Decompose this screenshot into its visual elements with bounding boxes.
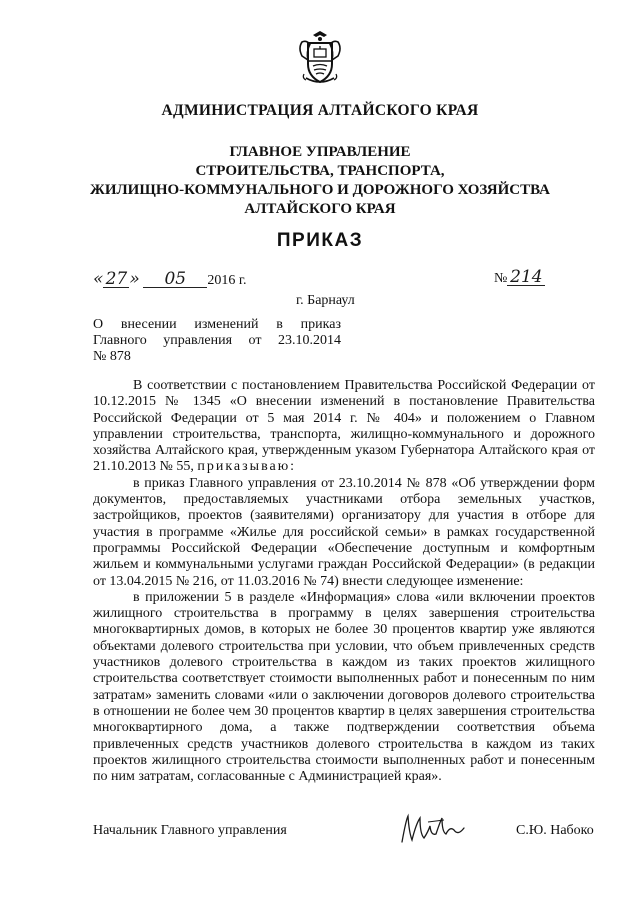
- order-verb: приказываю:: [197, 459, 297, 475]
- order-body: [93, 378, 595, 785]
- department-line: СТРОИТЕЛЬСТВА, ТРАНСПОРТА,: [195, 163, 445, 179]
- date-close-quote: »: [129, 269, 140, 289]
- body-paragraph-text: В соответствии с постановлением Правительства Российской Федерации от 10.12.2015 № 1345 «О внесении изменений в постановление Правительства Российской Федерации от 5 мая 2014 г. № 404» и положением о Главном управлении строительства, транспорта, жилищно-коммунального и дорожного хозяйства Алтайского края, утвержденным указом Губернатора Алтайского края от 21.10.2013 № 55,: [93, 378, 595, 475]
- subject-line: О внесении изменений в приказ: [93, 317, 341, 332]
- department-title: [0, 143, 640, 219]
- order-date: [93, 269, 246, 289]
- department-line: АЛТАЙСКОГО КРАЯ: [244, 201, 396, 217]
- date-year: 2016 г.: [207, 273, 247, 288]
- date-month: 05: [143, 271, 207, 288]
- department-line: ЖИЛИЩНО-КОММУНАЛЬНОГО И ДОРОЖНОГО ХОЗЯЙСТВА: [90, 182, 550, 198]
- date-day: 27: [103, 271, 129, 288]
- organization-title: АДМИНИСТРАЦИЯ АЛТАЙСКОГО КРАЯ: [161, 102, 479, 119]
- subject-line: № 878: [93, 349, 131, 364]
- body-paragraph: в приказ Главного управления от 23.10.2014 № 878 «Об утверждении форм документов, предоставляемых участниками отбора земельных участков, застройщиков, проектов (заявителями) организатору для участия в отборе для участия в программе «Жилье для российской семьи» в рамках государственной программы Российской Федерации «Обеспечение доступным и комфортным жильем и коммунальными услугами граждан Российской Федерации» (в редакции от 13.04.2015 № 216, от 11.03.2016 № 74) внести следующее изменение:: [93, 475, 595, 589]
- city: г. Барнаул: [296, 293, 355, 308]
- handwritten-signature-icon: [398, 812, 470, 846]
- department-line: ГЛАВНОЕ УПРАВЛЕНИЕ: [229, 144, 411, 160]
- body-paragraph: [93, 378, 595, 476]
- signatory-name: С.Ю. Набоко: [516, 823, 594, 838]
- order-number: [494, 269, 545, 287]
- order-subject: [93, 317, 341, 365]
- signatory-title: Начальник Главного управления: [93, 823, 287, 838]
- document-type-title: ПРИКАЗ: [276, 230, 364, 251]
- date-open-quote: «: [93, 269, 104, 289]
- number-value: 214: [507, 269, 545, 286]
- number-label: №: [494, 271, 508, 286]
- subject-line: Главного управления от 23.10.2014: [93, 333, 341, 348]
- body-paragraph: в приложении 5 в разделе «Информация» слова «или включении проектов жилищного строительства в программу в целях завершения строительства многоквартирных домов, в которых не более 30 процентов квартир уже являются объектами долевого строительства при условии, что объем привлеченных средств участников долевого строительства в каждом из таких проектов жилищного строительства соответствует стоимости выполненных работ и понесенным по ним затратам» заменить словами «или о заключении договоров долевого строительства в отношении не более чем 30 процентов квартир в целях завершения строительства многоквартирного дома, а также подтверждении соответствия объема привлеченных средств участников долевого строительства в каждом из таких проектов жилищного строительства стоимости выполненных работ и понесенным по ним затратам, согласованные с Администрацией края».: [93, 589, 595, 785]
- coat-of-arms-icon: [296, 30, 344, 86]
